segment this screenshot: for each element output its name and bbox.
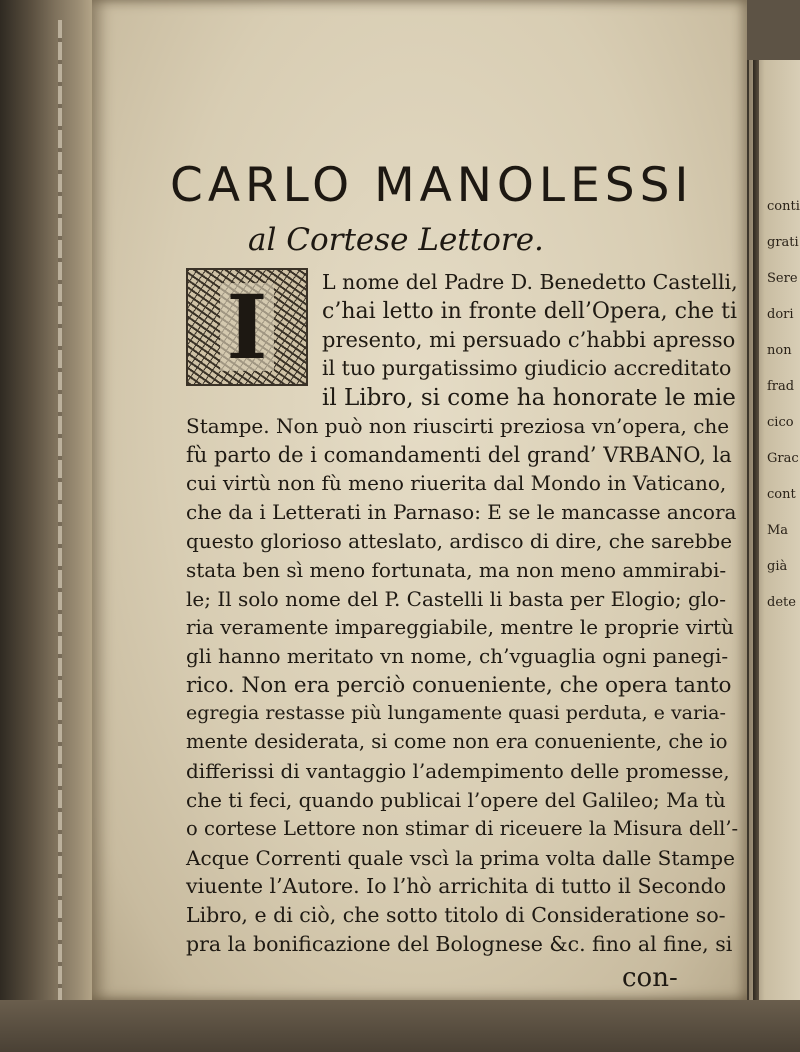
text-line: gli hanno meritato vn nome, ch’vguaglia ogni panegi- [186, 644, 729, 668]
text-line: il tuo purgatissimo giudicio accreditato [322, 356, 732, 381]
next-page-fragment: cont [767, 487, 796, 502]
text-line: o cortese Lettore non stimar di riceuere la Misura dell’- [186, 816, 739, 840]
text-line: questo glorioso atteslato, ardisco di dire, che sarebbe [186, 529, 733, 553]
next-page-fragment: Sere [767, 271, 798, 286]
text-line: rico. Non era perciò conueniente, che opera tanto [186, 672, 732, 698]
page-title: CARLO MANOLESSI [170, 158, 694, 213]
next-page-fragment: frad [767, 379, 795, 394]
page-subtitle: al Cortese Lettore. [248, 222, 544, 258]
binding-thread [58, 20, 62, 1020]
next-page-fragment: Ma [767, 523, 789, 538]
text-line: viuente l’Autore. Io l’hò arrichita di tutto il Secondo [186, 874, 727, 899]
text-line: differissi di vantaggio l’adempimento delle promesse, [186, 759, 730, 784]
table-surface [0, 1000, 800, 1052]
text-line: egregia restasse più lungamente quasi perduta, e varia- [186, 701, 726, 724]
text-line: c’hai letto in fronte dell’Opera, che ti [322, 298, 738, 324]
text-line: cui virtù non fù meno riuerita dal Mondo in Vaticano, [186, 471, 727, 496]
book-gutter [0, 0, 92, 1052]
next-page-fragment: conti [767, 199, 800, 214]
text-line: Libro, e di ciò, che sotto titolo di Consideratione so- [186, 903, 726, 927]
catchword: con- [622, 962, 678, 993]
text-line: mente desiderata, si come non era conueniente, che io [186, 730, 728, 754]
text-line: che ti feci, quando publicai l’opere del Galileo; Ma tù [186, 787, 726, 812]
decorated-initial [186, 268, 308, 386]
next-page-shadow [753, 60, 759, 1000]
next-page-fragment: cico [767, 415, 794, 430]
next-page-fragment: non [767, 343, 792, 358]
next-page-edge [747, 60, 800, 1000]
text-line: Stampe. Non può non riuscirti preziosa vn’opera, che [186, 413, 730, 438]
text-line: presento, mi persuado c’habbi apresso [322, 327, 736, 352]
text-line: L nome del Padre D. Benedetto Castelli, [322, 270, 738, 294]
text-line: il Libro, si come ha honorate le mie [322, 385, 736, 412]
next-page-fragment: dori [767, 307, 794, 322]
text-line: ria veramente impareggiabile, mentre le proprie virtù [186, 615, 734, 640]
text-line: stata ben sì meno fortunata, ma non meno ammirabi- [186, 557, 727, 582]
text-line: che da i Letterati in Parnaso: E se le mancasse ancora [186, 500, 737, 525]
next-page-fragment: Grac [767, 451, 799, 466]
next-page-fragment: già [767, 559, 788, 574]
next-page-fragment: grati [767, 235, 799, 250]
text-line: le; Il solo nome del P. Castelli li basta per Elogio; glo- [186, 586, 726, 611]
text-line: Acque Correnti quale vscì la prima volta dalle Stampe [186, 845, 735, 870]
initial-letter: I [220, 283, 273, 371]
next-page-fragment: dete [767, 595, 796, 610]
text-line: pra la bonificazione del Bolognese &c. fino al fine, si [186, 931, 733, 956]
text-line: fù parto de i comandamenti del grand’ VRBANO, la [186, 442, 732, 467]
